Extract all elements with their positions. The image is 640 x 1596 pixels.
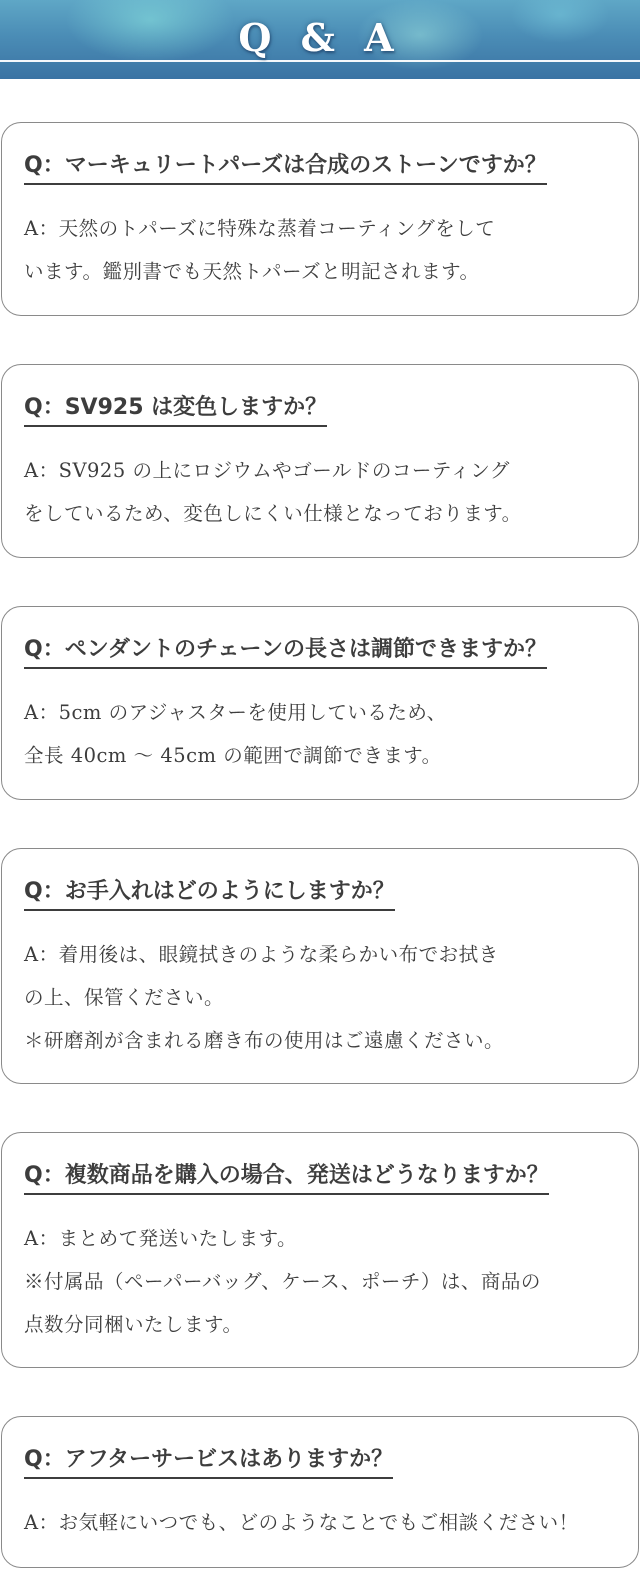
faq-answer-line: 全長 40cm ～ 45cm の範囲で調節できます。: [24, 744, 442, 767]
faq-card-1: [1, 122, 639, 316]
faq-card-6: [1, 1416, 639, 1568]
faq-question-3: Q：ペンダントのチェーンの長さは調節できますか？: [24, 635, 547, 669]
faq-card-2: [1, 364, 639, 558]
faq-answer-line: ＊研磨剤が含まれる磨き布の使用はご遠慮ください。: [24, 1029, 505, 1052]
faq-answer-6: [24, 1501, 624, 1544]
faq-answer-line: A：着用後は、眼鏡拭きのような柔らかい布でお拭き: [24, 943, 499, 966]
faq-answer-line: います。鑑別書でも天然トパーズと明記されます。: [24, 260, 480, 283]
faq-answer-line: A：SV925 の上にロジウムやゴールドのコーティング: [24, 459, 510, 482]
faq-answer-line: A：5cm のアジャスターを使用しているため、: [24, 701, 447, 724]
faq-answer-1: [24, 207, 624, 293]
faq-answer-3: [24, 691, 624, 777]
faq-answer-4: [24, 933, 624, 1062]
faq-card-3: [1, 606, 639, 800]
faq-answer-2: [24, 449, 624, 535]
faq-answer-line: をしているため、変色しにくい仕様となっております。: [24, 502, 522, 525]
faq-question-6: Q：アフターサービスはありますか？: [24, 1445, 393, 1479]
faq-answer-line: A：まとめて発送いたします。: [24, 1227, 298, 1250]
faq-question-2: Q：SV925 は変色しますか？: [24, 393, 327, 427]
faq-question-1: Q：マーキュリートパーズは合成のストーンですか？: [24, 151, 547, 185]
faq-answer-line: の上、保管ください。: [24, 986, 225, 1009]
faq-answer-line: A：お気軽にいつでも、どのようなことでもご相談ください！: [24, 1511, 579, 1534]
faq-answer-5: [24, 1217, 624, 1346]
faq-card-5: [1, 1132, 639, 1368]
page-title: Q & A: [238, 15, 402, 60]
faq-question-5: Q：複数商品を購入の場合、発送はどうなりますか？: [24, 1161, 549, 1195]
faq-card-4: [1, 848, 639, 1084]
faq-answer-line: A：天然のトパーズに特殊な蒸着コーティングをして: [24, 217, 496, 240]
faq-answer-line: 点数分同梱いたします。: [24, 1313, 243, 1336]
faq-answer-line: ※付属品（ペーパーバッグ、ケース、ポーチ）は、商品の: [24, 1270, 541, 1293]
faq-question-4: Q：お手入れはどのようにしますか？: [24, 877, 395, 911]
qa-header-banner: [0, 0, 640, 79]
